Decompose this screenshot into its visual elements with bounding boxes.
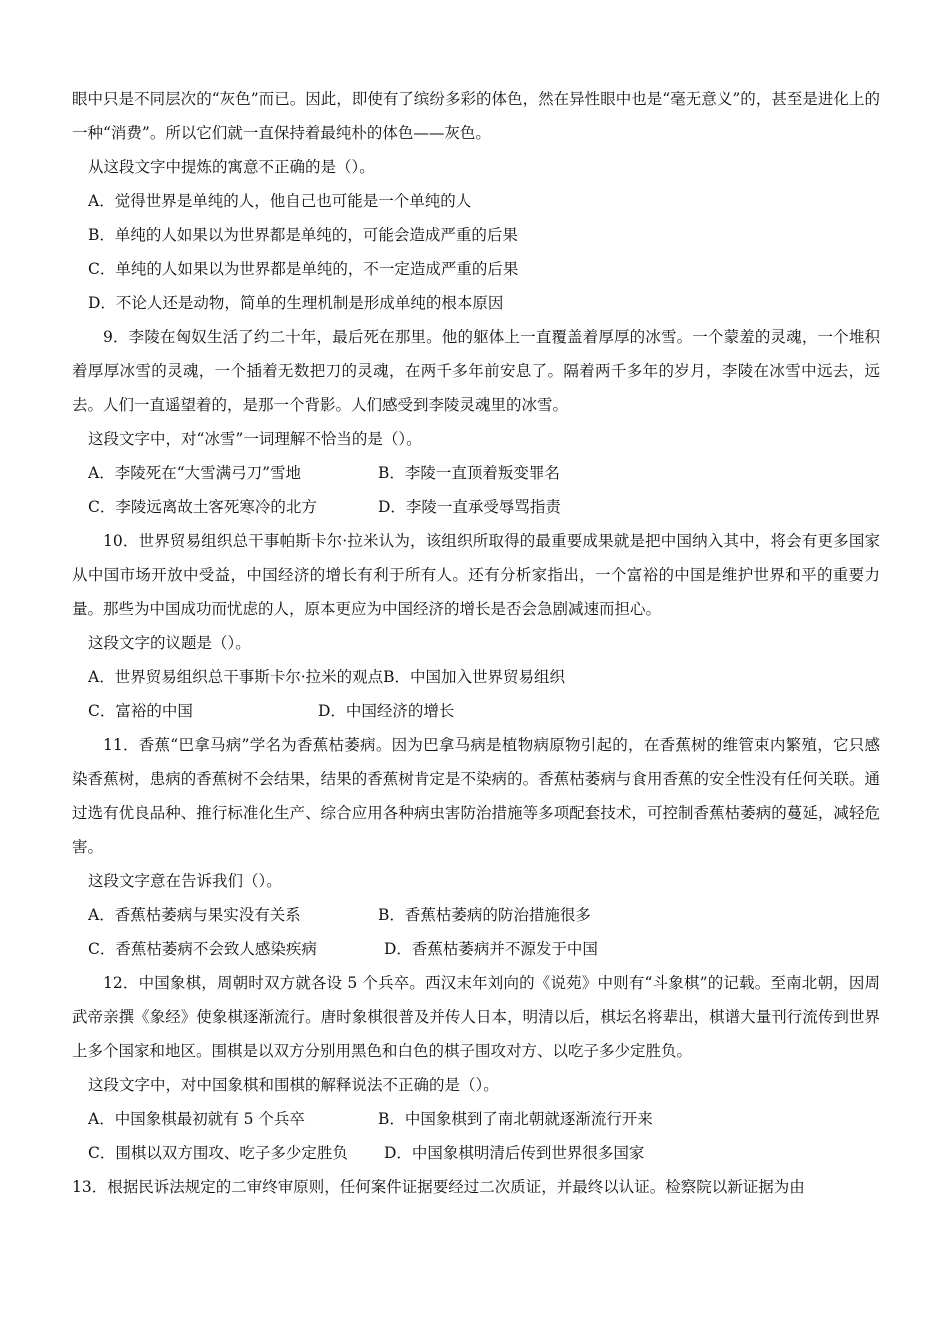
q11-options-row-1 xyxy=(72,898,880,932)
q11-option-a: A．香蕉枯萎病与果实没有关系 xyxy=(88,906,301,924)
q13-passage: 13．根据民诉法规定的二审终审原则，任何案件证据要经过二次质证，并最终以认证。检察院以新证据为由 xyxy=(72,1178,805,1196)
q9-option-c: C．李陵远离故土客死寒冷的北方 xyxy=(88,498,317,516)
q8-option-a: A．觉得世界是单纯的人，他自己也可能是一个单纯的人 xyxy=(88,192,472,210)
q11-option-d: D．香蕉枯萎病并不源发于中国 xyxy=(384,940,598,958)
q8-question: 从这段文字中提炼的寓意不正确的是（）。 xyxy=(88,158,375,176)
q11-option-c: C．香蕉枯萎病不会致人感染疾病 xyxy=(88,940,317,958)
q12-option-c: C．围棋以双方围攻、吃子多少定胜负 xyxy=(88,1144,348,1162)
q9-options-row-1 xyxy=(72,456,880,490)
q11-passage: 11．香蕉“巴拿马病”学名为香蕉枯萎病。因为巴拿马病是植物病原物引起的，在香蕉树的维管束内繁殖，它只感染香蕉树，患病的香蕉树不会结果，结果的香蕉树肯定是不染病的。香蕉枯萎病与食用香蕉的安全性没有任何关联。通过选有优良品种、推行标准化生产、综合应用各种病虫害防治措施等多项配套技术，可控制香蕉枯萎病的蔓延，减轻危害。 xyxy=(72,736,880,856)
q12-option-a: A．中国象棋最初就有 5 个兵卒 xyxy=(88,1110,305,1128)
q12-question: 这段文字中，对中国象棋和围棋的解释说法不正确的是（）。 xyxy=(88,1076,499,1094)
q10-question: 这段文字的议题是（）。 xyxy=(88,634,251,652)
q12-options-row-2 xyxy=(72,1136,880,1170)
q12-option-d: D．中国象棋明清后传到世界很多国家 xyxy=(384,1144,645,1162)
q10-option-c: C．富裕的中国 xyxy=(88,702,193,720)
q12-options-row-1 xyxy=(72,1102,880,1136)
q9-option-b: B．李陵一直顶着叛变罪名 xyxy=(378,464,560,482)
q11-options-row-2 xyxy=(72,932,880,966)
q12-passage: 12．中国象棋，周朝时双方就各设 5 个兵卒。西汉末年刘向的《说苑》中则有“斗象棋”的记载。至南北朝，因周武帝亲撰《象经》使象棋逐渐流行。唐时象棋很普及并传人日本，明清以后，棋坛名将辈出，棋谱大量刊行流传到世界上多个国家和地区。围棋是以双方分别用黑色和白色的棋子围攻对方、以吃子多少定胜负。 xyxy=(72,974,880,1060)
q9-passage: 9．李陵在匈奴生活了约二十年，最后死在那里。他的躯体上一直覆盖着厚厚的冰雪。一个蒙羞的灵魂，一个堆积着厚厚冰雪的灵魂，一个插着无数把刀的灵魂，在两千多年前安息了。隔着两千多年的岁月，李陵在冰雪中远去，远去。人们一直遥望着的，是那一个背影。人们感受到李陵灵魂里的冰雪。 xyxy=(72,328,880,414)
q8-option-d: D．不论人还是动物，简单的生理机制是形成单纯的根本原因 xyxy=(88,294,504,312)
q10-option-d: D．中国经济的增长 xyxy=(318,702,455,720)
q9-option-a: A．李陵死在“大雪满弓刀”雪地 xyxy=(88,464,302,482)
q8-option-c: C．单纯的人如果以为世界都是单纯的，不一定造成严重的后果 xyxy=(88,260,519,278)
q12-option-b: B．中国象棋到了南北朝就逐渐流行开来 xyxy=(378,1110,653,1128)
q10-options-row-2 xyxy=(72,694,880,728)
q9-option-d: D．李陵一直承受辱骂指责 xyxy=(378,498,561,516)
q8-option-b: B．单纯的人如果以为世界都是单纯的，可能会造成严重的后果 xyxy=(88,226,518,244)
q10-option-a: A．世界贸易组织总干事斯卡尔·拉米的观点 xyxy=(88,668,384,686)
q10-passage: 10．世界贸易组织总干事帕斯卡尔·拉米认为，该组织所取得的最重要成果就是把中国纳入其中，将会有更多国家从中国市场开放中受益，中国经济的增长有利于所有人。还有分析家指出，一个富裕的中国是维护世界和平的重要力量。那些为中国成功而忧虑的人，原本更应为中国经济的增长是否会急剧减速而担心。 xyxy=(72,532,880,618)
q9-question: 这段文字中，对“冰雪”一词理解不恰当的是（）。 xyxy=(88,430,422,448)
q9-options-row-2 xyxy=(72,490,880,524)
q10-options-row-1 xyxy=(72,660,880,694)
q11-option-b: B．香蕉枯萎病的防治措施很多 xyxy=(378,906,591,924)
q11-question: 这段文字意在告诉我们（）。 xyxy=(88,872,282,890)
passage-8-tail: 眼中只是不同层次的“灰色”而已。因此，即使有了缤纷多彩的体色，然在异性眼中也是“毫无意义”的，甚至是进化上的一种“消费”。所以它们就一直保持着最纯朴的体色——灰色。 xyxy=(72,90,880,142)
q10-option-b: B．中国加入世界贸易组织 xyxy=(383,668,566,686)
